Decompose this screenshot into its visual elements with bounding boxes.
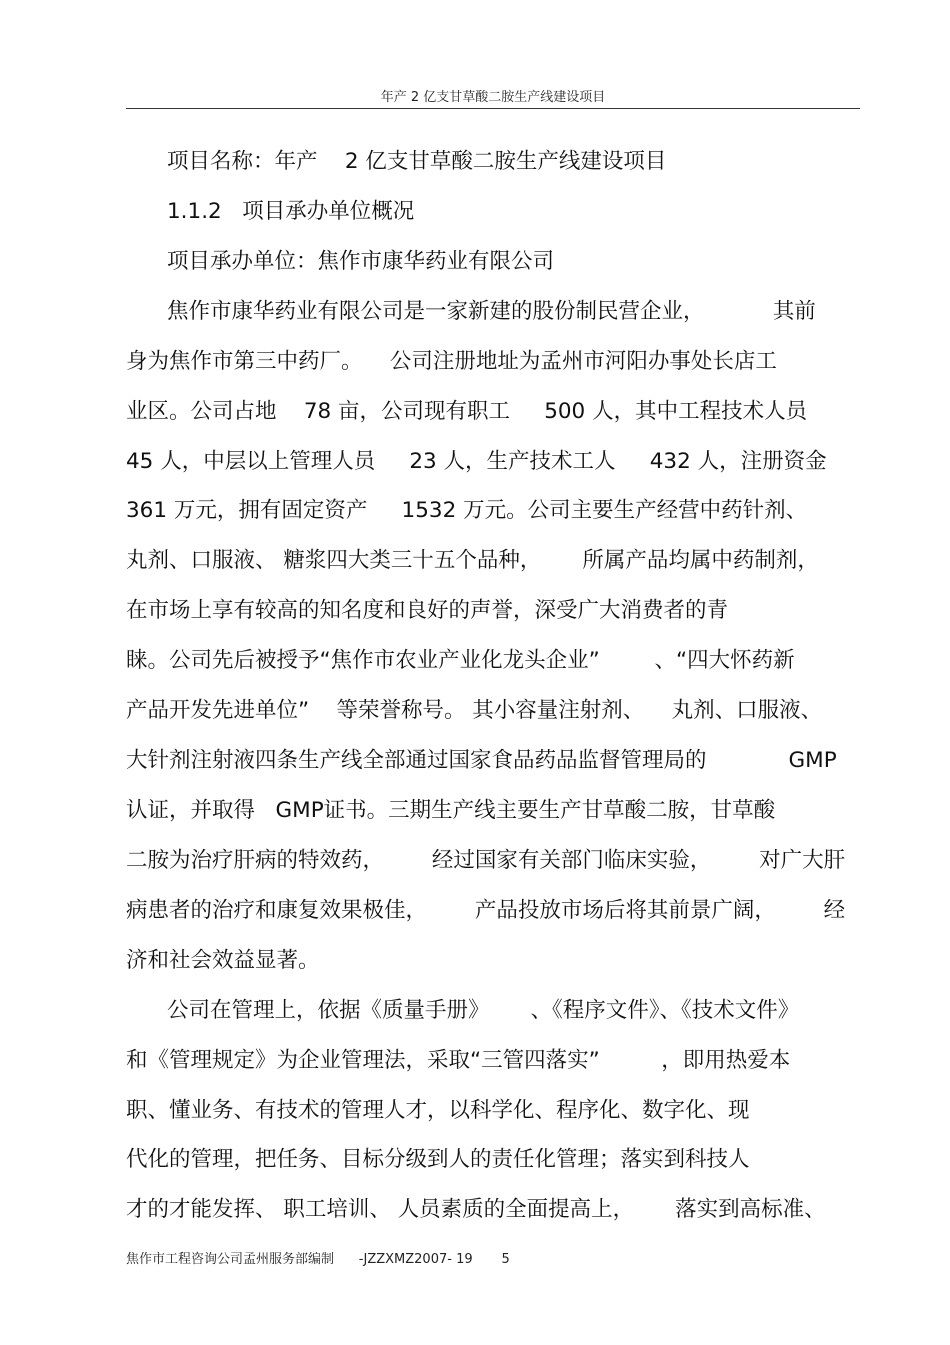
paragraph-line: 代化的管理，把任务、目标分级到人的责任化管理；落实到科技人: [126, 1147, 750, 1172]
page-header: 年产 2 亿支甘草酸二胺生产线建设项目: [380, 90, 606, 105]
paragraph-line: 职、懂业务、有技术的管理人才，以科学化、程序化、数字化、现: [126, 1098, 750, 1123]
paragraph-line: 焦作市康华药业有限公司是一家新建的股份制民营企业， 其前: [126, 299, 816, 324]
paragraph-line: 睐。公司先后被授予“焦作市农业产业化龙头企业” 、“四大怀药新: [126, 648, 795, 673]
paragraph-line: 45 人，中层以上管理人员 23 人，生产技术工人 432 人，注册资金: [126, 449, 827, 474]
paragraph-line: 才的才能发挥、 职工培训、 人员素质的全面提高上， 落实到高标准、: [126, 1197, 826, 1222]
paragraph-line: 二胺为治疗肝病的特效药， 经过国家有关部门临床实验， 对广大肝: [126, 848, 846, 873]
paragraph-line: 项目承办单位：焦作市康华药业有限公司: [126, 249, 555, 274]
paragraph-line: 在市场上享有较高的知名度和良好的声誉，深受广大消费者的青: [126, 598, 729, 623]
paragraph-line: 361 万元，拥有固定资产 1532 万元。公司主要生产经营中药针剂、: [126, 498, 808, 523]
paragraph-line: 丸剂、口服液、 糖浆四大类三十五个品种， 所属产品均属中药制剂，: [126, 548, 819, 573]
paragraph-line: 认证，并取得 GMP证书。三期生产线主要生产甘草酸二胺，甘草酸: [126, 798, 776, 823]
paragraph-line: 和《管理规定》为企业管理法，采取“三管四落实” ，即用热爱本: [126, 1048, 791, 1073]
paragraph-line: 公司在管理上，依据《质量手册》 、《程序文件》、《技术文件》: [126, 998, 800, 1023]
page-footer: 焦作市工程咨询公司孟州服务部编制 -JZZXMZ2007- 19 5: [126, 1252, 510, 1267]
header-rule: [126, 108, 860, 109]
paragraph-line: 身为焦作市第三中药厂。 公司注册地址为孟州市河阳办事处长店工: [126, 349, 777, 374]
paragraph-line: 1.1.2 项目承办单位概况: [126, 199, 415, 224]
paragraph-line: 济和社会效益显著。: [126, 948, 320, 973]
paragraph-line: 产品开发先进单位” 等荣誉称号。 其小容量注射剂、 丸剂、口服液、: [126, 698, 823, 723]
paragraph-line: 业区。公司占地 78 亩，公司现有职工 500 人，其中工程技术人员: [126, 399, 808, 424]
paragraph-line: 大针剂注射液四条生产线全部通过国家食品药品监督管理局的 GMP: [126, 748, 837, 773]
paragraph-line: 病患者的治疗和康复效果极佳， 产品投放市场后将其前景广阔， 经: [126, 898, 846, 923]
paragraph-line: 项目名称：年产 2 亿支甘草酸二胺生产线建设项目: [126, 149, 667, 174]
